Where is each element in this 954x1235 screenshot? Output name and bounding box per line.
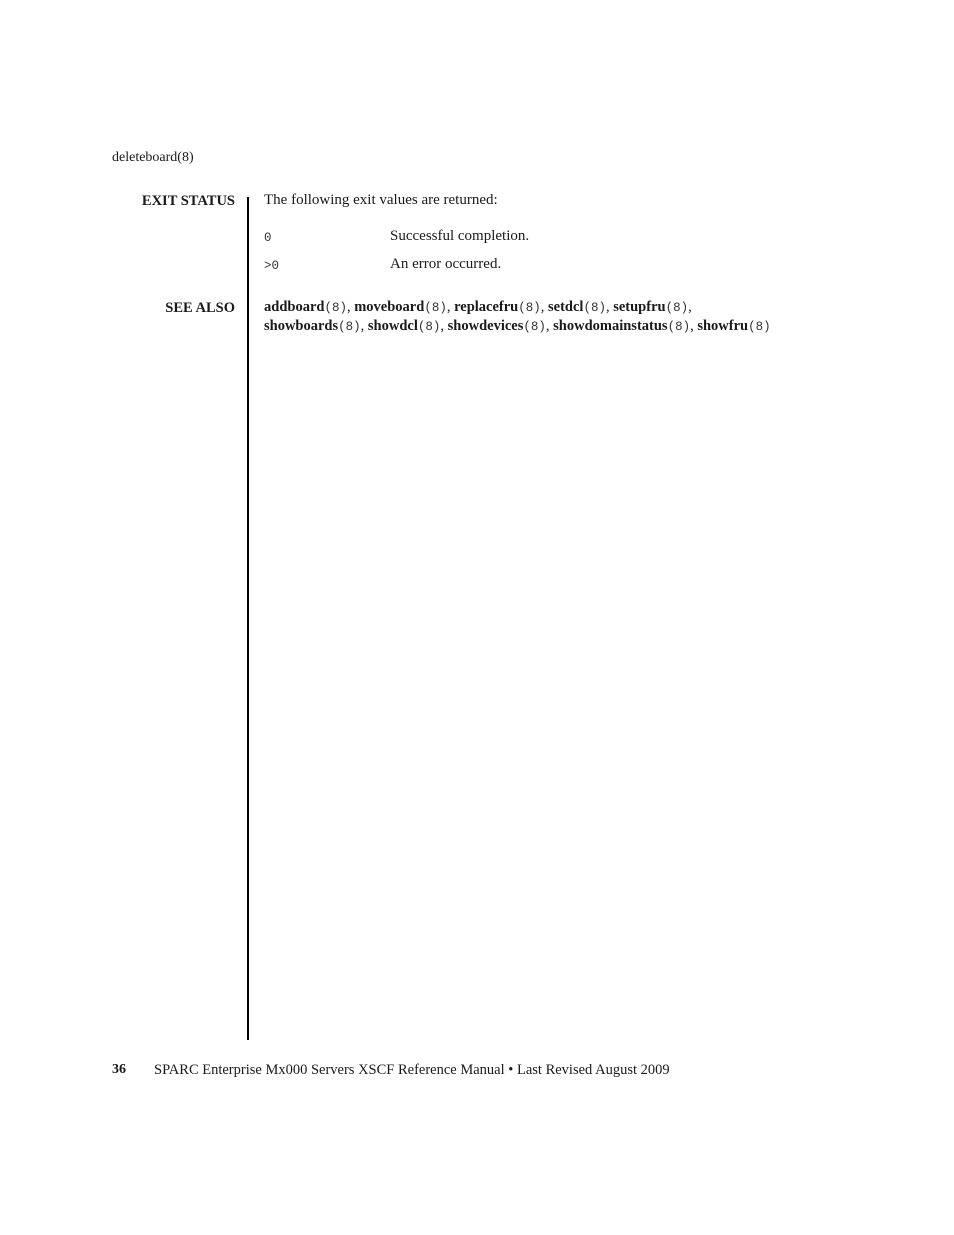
see-also-list: addboard(8), moveboard(8), replacefru(8), setdcl(8), setupfru(8), showboards(8), showdcl(8), showdevices(8), showdomainstatus(8), showfru(8) [264,299,771,334]
footer-text: SPARC Enterprise Mx000 Servers XSCF Reference Manual • Last Revised August 2009 [154,1062,670,1078]
see-also-ref[interactable]: replacefru(8) [454,299,541,315]
see-also-ref[interactable]: showboards(8) [264,317,361,334]
see-also-ref[interactable]: setupfru(8) [613,299,689,315]
page-number: 36 [112,1062,126,1077]
see-also-ref[interactable]: showdcl(8) [367,317,441,334]
exit-description-0: Successful completion. [390,228,530,244]
section-divider-rule [247,197,249,1040]
see-also-ref[interactable]: setdcl(8) [548,299,606,315]
see-also-ref[interactable]: showdevices(8) [447,317,546,334]
exit-status-intro: The following exit values are returned: [264,192,498,208]
exit-status-heading: EXIT STATUS [141,193,235,209]
see-also-heading: SEE ALSO [165,300,235,316]
running-header: deleteboard(8) [112,150,194,165]
see-also-ref[interactable]: addboard(8) [264,299,347,315]
exit-code-1: >0 [264,259,280,273]
see-also-ref[interactable]: moveboard(8) [354,299,447,315]
exit-code-0: 0 [264,231,272,245]
exit-description-1: An error occurred. [390,256,502,272]
see-also-ref[interactable]: showfru(8) [697,317,771,334]
see-also-ref[interactable]: showdomainstatus(8) [553,317,691,334]
